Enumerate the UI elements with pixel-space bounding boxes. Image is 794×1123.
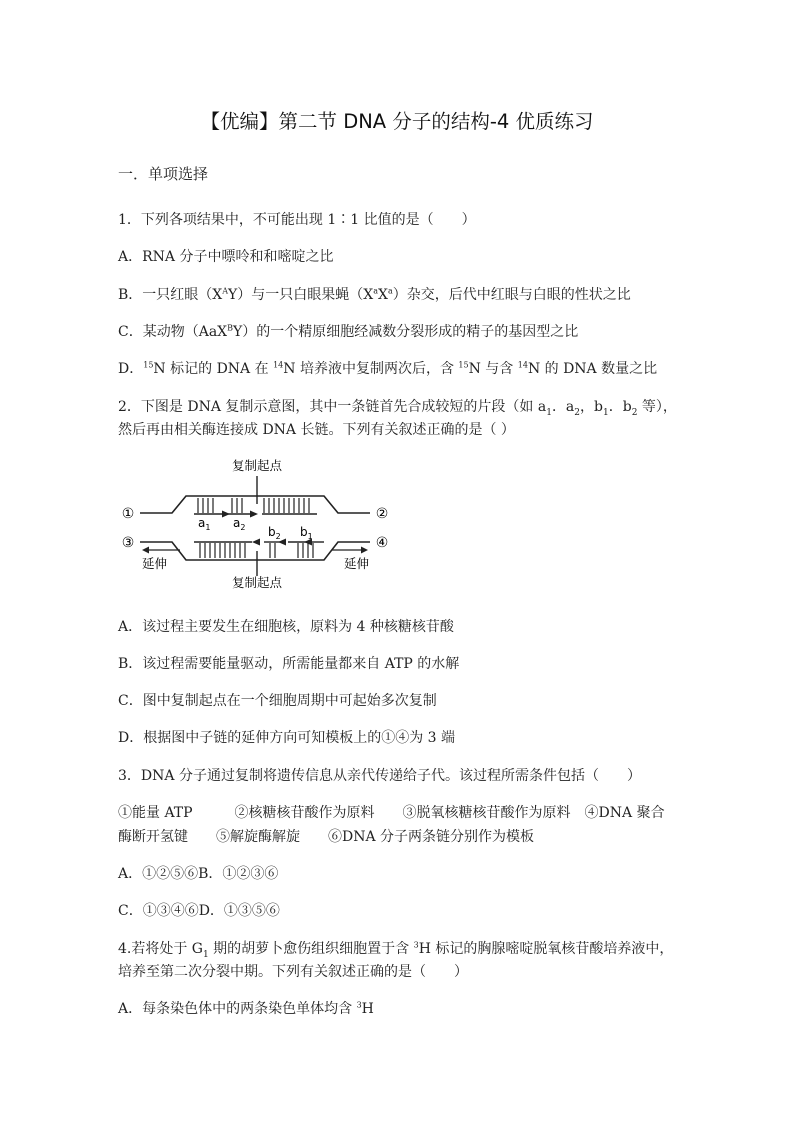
extension-label-left: 延伸 xyxy=(142,556,168,571)
end-label-2: ② xyxy=(375,506,389,522)
label-b1: $b_1$ xyxy=(300,525,313,541)
origin-label-top: 复制起点 xyxy=(231,458,283,473)
end-label-1: ① xyxy=(121,506,135,522)
section-heading: 一．单项选择 xyxy=(118,165,209,183)
q3-options-line2: 酶断开氢键 ⑤解旋酶解旋 ⑥DNA 分子两条链分别作为模板 xyxy=(118,829,535,845)
q1-option-c: C．某动物（AaX$^B$Y）的一个精原细胞经减数分裂形成的精子的基因型之比 xyxy=(118,323,579,340)
q3-choices-ab: A．①②⑤⑥B．①②③⑥ xyxy=(118,866,279,882)
q1-option-b: B．一只红眼$(X^AY)$与一只白眼果蝇$(X^aX^a)$杂交，后代中红眼与白眼的性状之比 xyxy=(118,286,631,303)
q3-choices-cd: C．①③④⑥D．①③⑤⑥ xyxy=(118,903,280,919)
page-title: 【优编】第二节 DNA 分子的结构-4 优质练习 xyxy=(200,110,594,133)
origin-label-bottom: 复制起点 xyxy=(231,575,283,590)
end-label-3: ③ xyxy=(121,535,135,551)
q1-stem: 1．下列各项结果中，不可能出现 1∶1 比值的是（ ） xyxy=(118,212,476,228)
q4-stem-line2: 培养至第二次分裂中期。下列有关叙述正确的是（ ） xyxy=(118,964,468,980)
q2-option-a: A．该过程主要发生在细胞核，原料为 4 种核糖核苷酸 xyxy=(118,619,454,635)
dna-replication-figure xyxy=(112,456,402,591)
q2-option-d: D．根据图中子链的延伸方向可知模板上的①④为 3 端 xyxy=(118,730,456,746)
label-a1: $a_1$ xyxy=(198,516,211,532)
q4-stem-line1: 4.若将处于 $G_1$ 期的胡萝卜愈伤组织细胞置于含 $^3$H 标记的胸腺嘧啶脱氧核苷酸培养液中， xyxy=(118,940,674,960)
label-a2: $a_2$ xyxy=(233,516,246,532)
q1-option-a: A．RNA 分子中嘌呤和和嘧啶之比 xyxy=(118,249,334,265)
q2-stem-line1: 2．下图是 DNA 复制示意图，其中一条链首先合成较短的片段（如 $a_1$．$a_2$，$b_1$．$b_2$ 等）， xyxy=(118,399,677,418)
q2-option-b: B．该过程需要能量驱动，所需能量都来自 ATP 的水解 xyxy=(118,656,460,672)
q2-option-c: C．图中复制起点在一个细胞周期中可起始多次复制 xyxy=(118,693,437,709)
q1-option-d: D．$^{15}$N 标记的 DNA 在 $^{14}$N 培养液中复制两次后，含 $^{15}$N 与含 $^{14}$N 的 DNA 数量之比 xyxy=(118,360,658,377)
q3-options-line1: ①能量 ATP ②核糖核苷酸作为原料 ③脱氧核糖核苷酸作为原料 ④DNA 聚合 xyxy=(118,805,665,821)
label-b2: $b_2$ xyxy=(268,525,281,541)
q3-stem: 3．DNA 分子通过复制将遗传信息从亲代传递给子代。该过程所需条件包括（ ） xyxy=(118,768,641,784)
end-label-4: ④ xyxy=(375,535,389,551)
q2-stem-line2: 然后再由相关酶连接成 DNA 长链。下列有关叙述正确的是（ ） xyxy=(118,422,515,438)
extension-label-right: 延伸 xyxy=(344,556,370,571)
q4-option-a: A．每条染色体中的两条染色单体均含 $^3$H xyxy=(118,1000,374,1017)
